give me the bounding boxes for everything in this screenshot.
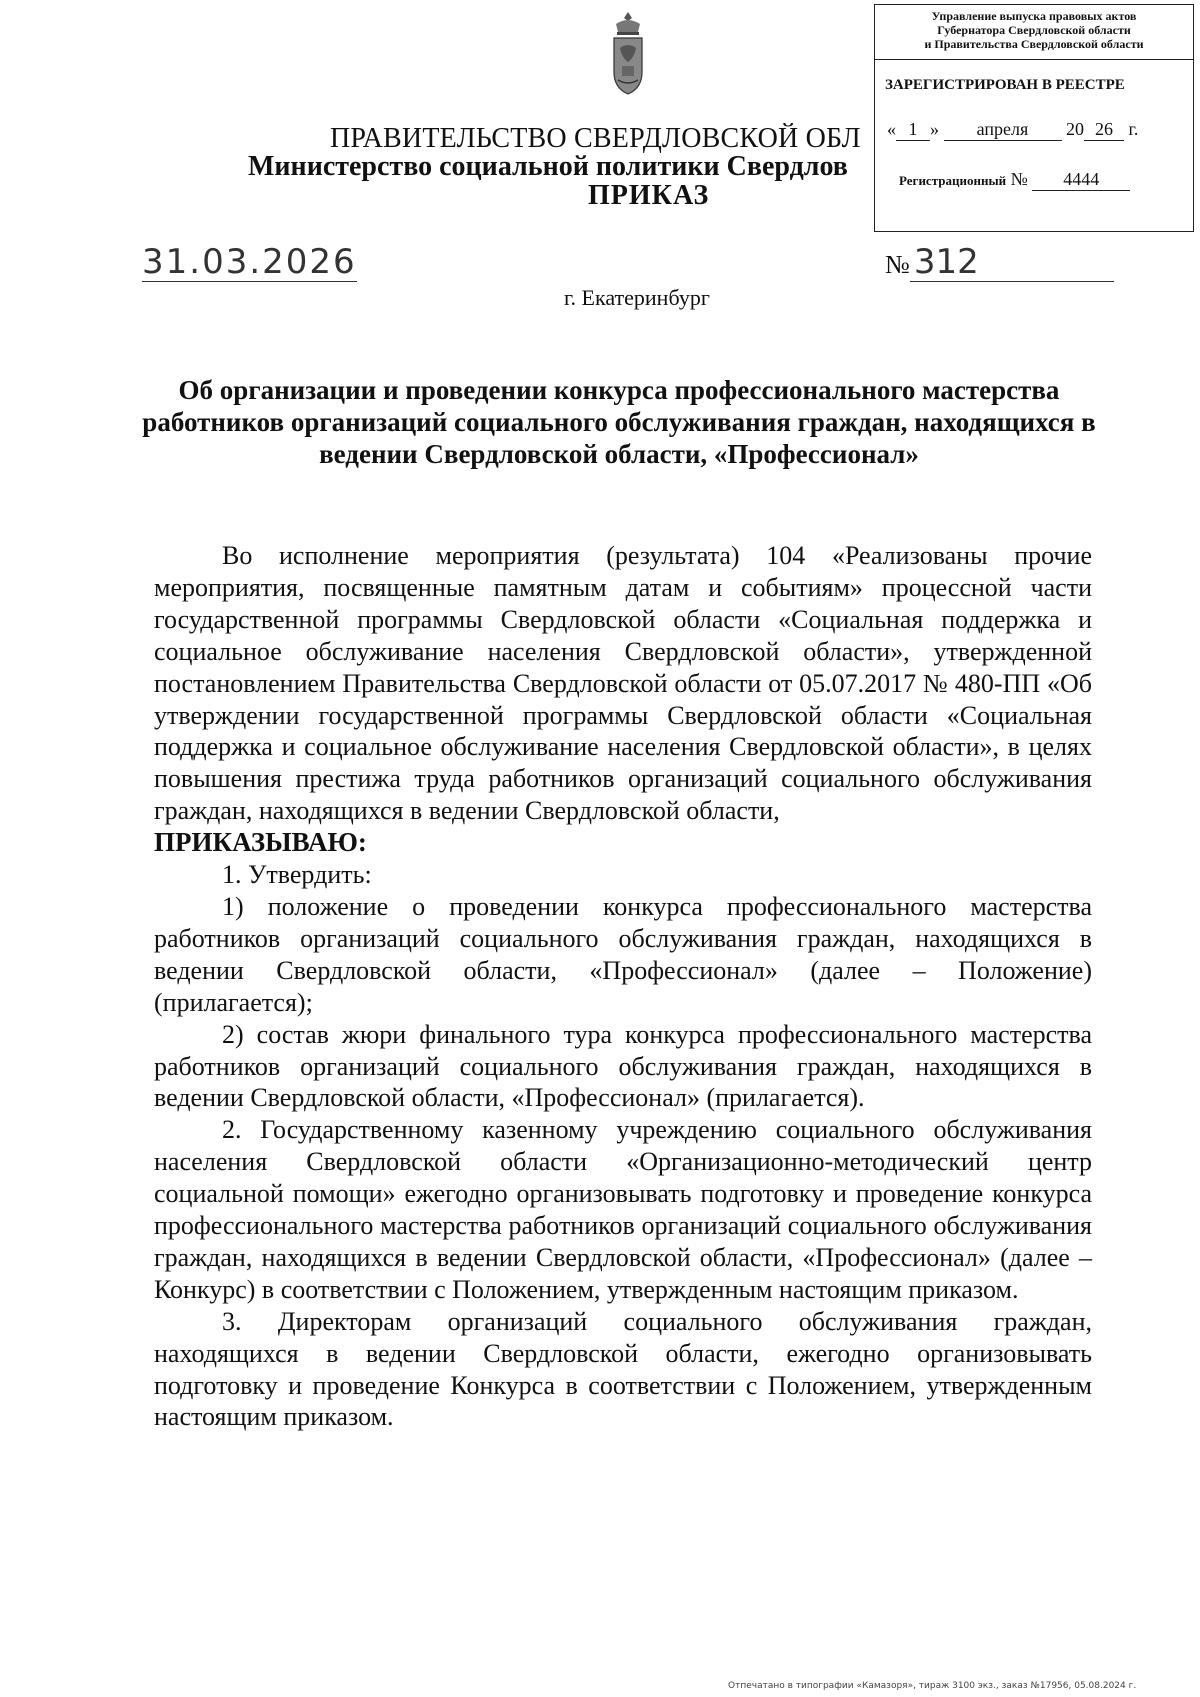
item-1-2: 2) состав жюри финального тура конкурса профессионального мастерства работников организаций социального обслуживания граждан, находящихся в ведении Свердловской области, «Профессионал» (прилагается). — [154, 1019, 1092, 1113]
number-sign: № — [885, 250, 910, 279]
stamp-month: апреля — [944, 119, 1062, 141]
stamp-day: 1 — [896, 119, 930, 141]
stamp-reg-sign: № — [1010, 169, 1028, 189]
city: г. Екатеринбург — [564, 285, 710, 310]
ministry-title: Министерство социальной политики Свердлов — [248, 151, 848, 182]
print-footer: Отпечатано в типографии «Камазоря», тираж 3100 экз., заказ №17956, 05.08.2024 г. — [728, 1681, 1137, 1691]
stamp-organization — [875, 9, 1193, 51]
stamp-year-unit: г. — [1128, 119, 1139, 139]
item-1: 1. Утвердить: — [222, 860, 372, 890]
stamp-org-line: Управление выпуска правовых актов — [931, 9, 1137, 23]
order-title: Об организации и проведении конкурса профессионального мастерства работников организаций социального обслуживания граждан, находящихся в ведении Свердловской области, «Профессионал» — [142, 375, 1096, 469]
item-3: 3. Директорам организаций социального обслуживания граждан, находящихся в ведении Свердловской области, ежегодно организовывать подготовку и проведение Конкурса в соответствии с Положением, утвержденным настоящим приказом. — [154, 1306, 1092, 1432]
government-title: ПРАВИТЕЛЬСТВО СВЕРДЛОВСКОЙ ОБЛ — [330, 123, 861, 154]
order-number: 312 — [910, 243, 1114, 282]
stamp-org-line: и Правительства Свердловской области — [924, 37, 1144, 51]
order-body — [154, 540, 1092, 1433]
stamp-date — [887, 119, 1138, 141]
stamp-reg-label: Регистрационный — [899, 173, 1007, 188]
order-date: 31.03.2026 — [142, 242, 357, 282]
order-number-row — [885, 243, 1114, 282]
document-type: ПРИКАЗ — [588, 180, 710, 211]
preamble: Во исполнение мероприятия (результата) 104 «Реализованы прочие мероприятия, посвященные памятным датам и событиям» процессной части государственной программы Свердловской области «Социальная поддержка и социальное обслуживание населения Свердловской области», утвержденной постановлением Правительства Свердловской области от 05.07.2017 № 480-ПП «Об утверждении государственной программы Свердловской области «Социальная поддержка и социальное обслуживание населения Свердловской области», в целях повышения престижа труда работников организаций социального обслуживания граждан, находящихся в ведении Свердловской области, — [154, 541, 1092, 826]
coat-of-arms-icon — [604, 10, 652, 102]
stamp-org-line: Губернатора Свердловской области — [937, 23, 1131, 37]
stamp-reg-number: 4444 — [1032, 169, 1130, 191]
stamp-quote-close: » — [930, 119, 939, 139]
stamp-quote-open: « — [887, 119, 896, 139]
stamp-year-prefix: 20 — [1066, 119, 1084, 139]
order-word: ПРИКАЗЫВАЮ: — [154, 827, 367, 858]
stamp-year: 26 — [1084, 119, 1124, 141]
stamp-divider — [875, 59, 1193, 60]
registration-stamp — [874, 4, 1194, 232]
stamp-number-row — [899, 169, 1130, 191]
item-2: 2. Государственному казенному учреждению социального обслуживания населения Свердловской области «Организационно-методический центр социальной помощи» ежегодно организовывать подготовку и проведение конкурса профессионального мастерства работников организаций социального обслуживания граждан, находящихся в ведении Свердловской области, «Профессионал» (далее – Конкурс) в соответствии с Положением, утвержденным настоящим приказом. — [154, 1115, 1092, 1304]
stamp-registered-label: ЗАРЕГИСТРИРОВАН В РЕЕСТРЕ — [885, 77, 1125, 93]
item-1-1: 1) положение о проведении конкурса профессионального мастерства работников организаций социального обслуживания граждан, находящихся в ведении Свердловской области, «Профессионал» (далее – Положение) (прилагается); — [154, 891, 1092, 1017]
